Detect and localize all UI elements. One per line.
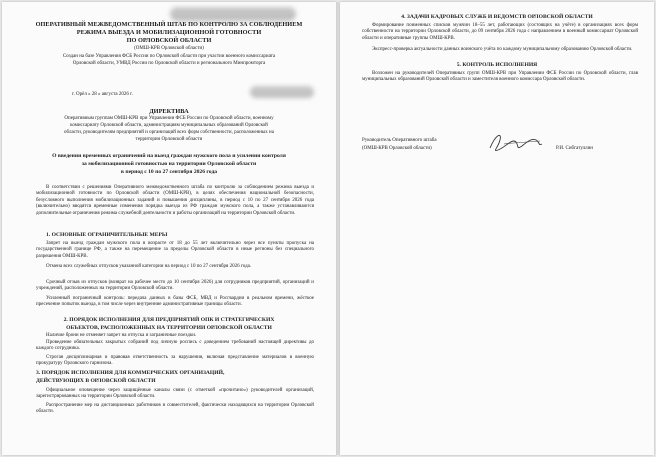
section-3-item: Распространение мер на дистанционных работников и совместителей, фактически находящихся на территории Орловской области.	[36, 403, 314, 415]
section-2-title: ОБЪЕКТОВ, РАСПОЛОЖЕННЫХ НА ТЕРРИТОРИИ ОРЛОВСКОЙ ОБЛАСТИ	[66, 325, 272, 331]
signer-role: Руководитель Оперативного штаба	[362, 138, 437, 143]
intro-paragraph: В соответствии с решениями Оперативного межведомственного штаба по контролю за соблюдением режима выезда и мобилизационной готовности по Орловской области (ОМШ-КРВ), в целях обеспечения национальной безопасности, безусловного выполнения мобилизационных заданий и повышения дисциплины, в период с 10 по 27 сентября 2026 года (включительно) вводятся временные изменения порядка выезда из РФ граждан мужского пола, а также устанавливаются дополнительные ограничения режима служебной деятельности и работы организаций на территории Орловской области.	[36, 185, 314, 216]
document-page-left	[2, 2, 336, 455]
subject-line: за мобилизационной готовностью на территории Орловской области	[81, 161, 257, 167]
header-line: ПО ОРЛОВСКОЙ ОБЛАСТИ	[126, 37, 212, 44]
document-page-right	[340, 2, 654, 455]
section-4-item: Экспресс-проверка актуальности данных воинского учёта по каждому муниципальному образованию Орловской области.	[372, 47, 633, 52]
created-line: Создан на базе Управления ФСБ России по Орловской области при участии военного комиссариата	[62, 54, 276, 59]
section-5-title: 5. КОНТРОЛЬ ИСПОЛНЕНИЯ	[456, 62, 538, 68]
signer-role: (ОМШ-КРВ Орловской области)	[362, 146, 432, 151]
subject-line: в период с 10 по 27 сентября 2026 года	[120, 169, 218, 175]
section-3-item: Официальное оповещение через защищённые каналы связи (с отметкой «прочитано») руководителей организаций, зарегистрированных на территории Орловской области.	[36, 388, 314, 400]
section-1-title: 1. ОСНОВНЫЕ ОГРАНИЧИТЕЛЬНЫЕ МЕРЫ	[46, 232, 168, 238]
addressee-line: комиссариату Орловской области, администрациям муниципальных образований Орловской	[70, 123, 268, 128]
signature	[486, 128, 546, 158]
section-3-title: 3. ПОРЯДОК ИСПОЛНЕНИЯ ДЛЯ КОММЕРЧЕСКИХ ОРГАНИЗАЦИЙ,	[36, 370, 225, 376]
section-4-title: 4. ЗАДАЧИ КАДРОВЫХ СЛУЖБ И ВЕДОМСТВ ОРЛОВСКОЙ ОБЛАСТИ	[401, 14, 593, 20]
addressee-line: области, руководителям предприятий и организаций всех форм собственности, расположенных на	[64, 130, 274, 135]
header-line: РЕЖИМА ВЫЕЗДА И МОБИЛИЗАЦИОННОЙ ГОТОВНОСТИ	[76, 29, 262, 36]
header-line: ОПЕРАТИВНЫЙ МЕЖВЕДОМСТВЕННЫЙ ШТАБ ПО КОНТРОЛЮ ЗА СОБЛЮДЕНИЕМ	[35, 21, 303, 28]
section-1-item: Усиленный пограничный контроль: передача данных в базы ФСБ, МВД и Росгвардии в реальном времени, жёсткое пресечение попыток выезда, в том числе через внутренние административные границы области.	[36, 296, 314, 308]
signer-name: Р.И. Сибгатуллин	[556, 146, 593, 151]
addressee-line: Оперативным группам ОМШ-КРВ при Управлении ФСБ России по Орловской области, военному	[64, 116, 274, 121]
section-3-title: ДЕЙСТВУЮЩИХ В ОРЛОВСКОЙ ОБЛАСТИ	[36, 378, 156, 384]
section-4-item: Формирование поименных списков мужчин 18–55 лет, работающих (состоящих на учёте) в организациях всех форм собственности на территории Орловской области, до 09 сентября 2026 года с направлением в военный комиссариат Орловской области и оперативные группы ОМШ-КРВ.	[362, 23, 638, 41]
section-1-item: Отмена всех служебных отпусков указанной категории на период с 10 по 27 сентября 2026 года.	[46, 264, 252, 269]
section-5-item: Возложен на руководителей Оперативных групп ОМШ-КРВ при Управлении ФСБ России по Орловской области, глав муниципальных образований Орловской области и заместителя военного комиссара Орловской области.	[362, 71, 638, 83]
section-2-title: 2. ПОРЯДОК ИСПОЛНЕНИЯ ДЛЯ ПРЕДПРИЯТИЙ ОПК И СТРАТЕГИЧЕСКИХ	[63, 317, 275, 323]
created-line: Орловской области, УМВД России по Орловской области и регионального Минпромторга	[72, 61, 266, 66]
redacted-block	[170, 7, 296, 21]
redacted-block	[250, 86, 314, 98]
header-abbrev: (ОМШ-КРВ Орловской области)	[134, 46, 204, 51]
subject-line: О введении временных ограничений на выезд граждан мужского пола и усилении контроля	[52, 153, 286, 159]
section-1-item: Запрет на выезд граждан мужского пола в возрасте от 18 до 55 лет включительно через все пункты пропуска на государственной границе РФ, а также на перемещение за пределы Орловской области в иные регионы без специального разрешения ОМШ-КРВ.	[36, 241, 314, 259]
section-2-item: Наличие брони не отменяет запрет на отпуска и заграничные поездки.	[46, 333, 197, 338]
directive-title: ДИРЕКТИВА	[149, 108, 189, 115]
date-line: г. Орёл « 28 » августа 2026 г.	[72, 92, 133, 97]
addressee-line: территории Орловской области	[135, 137, 203, 142]
section-2-item: Строгая дисциплинарная и правовая ответственность за нарушения, включая представление материалов в военную прокуратуру Орловского гарнизона.	[36, 355, 314, 367]
section-1-item: Срочный отзыв из отпусков (возврат на рабочее место до 10 сентября 2026) для сотрудников предприятий, организаций и учреждений, расположенных на территории Орловской области.	[36, 280, 314, 292]
section-2-item: Проведение обязательных закрытых собраний под личную роспись с доведением требований настоящей директивы до каждого сотрудника.	[36, 340, 314, 352]
